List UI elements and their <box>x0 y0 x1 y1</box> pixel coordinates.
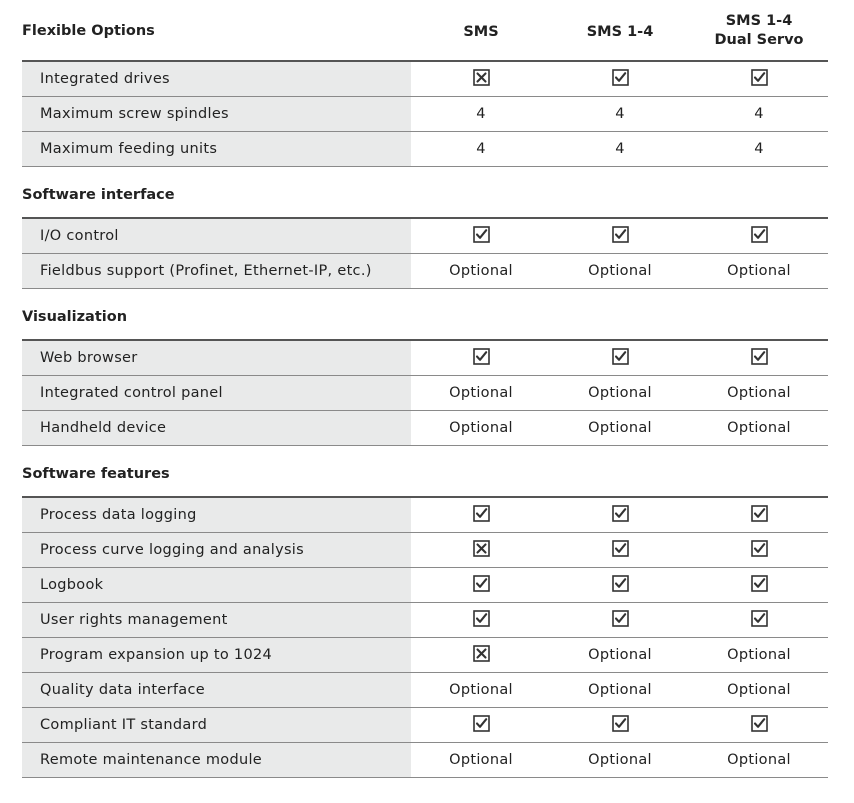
table-header <box>22 0 828 62</box>
table-row <box>22 219 828 254</box>
row-label: Maximum screw spindles <box>22 97 411 131</box>
checkbox-checked-icon <box>751 715 768 732</box>
cell-sms-1-4-value: Optional <box>588 420 652 436</box>
row-label: Fieldbus support (Profinet, Ethernet-IP, etc.) <box>22 254 411 288</box>
cell-sms-1-4-value: Optional <box>588 682 652 698</box>
column-header-line1: SMS 1-4 <box>586 24 654 40</box>
section-header <box>22 289 828 341</box>
cell-sms-1-4-included <box>550 603 690 637</box>
table-row <box>22 132 828 167</box>
cell-sms-1-4-value: Optional <box>588 385 652 401</box>
checkbox-checked-icon <box>751 69 768 86</box>
checkbox-checked-icon <box>751 348 768 365</box>
checkbox-checked-icon <box>751 226 768 243</box>
cell-sms-1-4-included <box>550 533 690 567</box>
cell-sms-1-4-included <box>550 62 690 96</box>
checkbox-checked-icon <box>612 505 629 522</box>
cell-sms-included <box>411 498 551 532</box>
cell-sms-not-included <box>411 62 551 96</box>
table-row <box>22 411 828 446</box>
section-header <box>22 446 828 498</box>
row-label: Compliant IT standard <box>22 708 411 742</box>
row-label: Remote maintenance module <box>22 743 411 777</box>
cell-sms-1-4-dual-servo-included <box>689 341 829 375</box>
cell-sms-1-4-dual-servo-value: 4 <box>754 141 764 157</box>
checkbox-checked-icon <box>751 610 768 627</box>
table-row <box>22 568 828 603</box>
cell-sms-included <box>411 603 551 637</box>
column-header-sms-1-4 <box>550 23 690 42</box>
cell-sms-1-4-included <box>550 568 690 602</box>
cell-sms-1-4-included <box>550 708 690 742</box>
cell-sms-1-4-dual-servo-included <box>689 498 829 532</box>
row-label: Maximum feeding units <box>22 132 411 166</box>
column-header-line2: Dual Servo <box>714 32 804 48</box>
row-label: Quality data interface <box>22 673 411 707</box>
row-label: I/O control <box>22 219 411 253</box>
cell-sms-1-4-dual-servo-value: Optional <box>727 385 791 401</box>
checkbox-checked-icon <box>473 575 490 592</box>
cell-sms-1-4-dual-servo-included <box>689 603 829 637</box>
column-header-sms <box>411 23 551 42</box>
checkbox-checked-icon <box>473 505 490 522</box>
cell-sms-1-4-dual-servo-value: 4 <box>754 106 764 122</box>
table-title: Flexible Options <box>22 23 155 39</box>
table-row <box>22 498 828 533</box>
checkbox-checked-icon <box>612 715 629 732</box>
column-header-line1: SMS 1-4 <box>725 13 793 29</box>
cell-sms-1-4-dual-servo-value: Optional <box>727 647 791 663</box>
checkbox-checked-icon <box>612 348 629 365</box>
cell-sms-included <box>411 219 551 253</box>
checkbox-checked-icon <box>612 69 629 86</box>
cell-sms-1-4-dual-servo-included <box>689 219 829 253</box>
row-label: Process data logging <box>22 498 411 532</box>
cell-sms-1-4-included <box>550 341 690 375</box>
cell-sms-value: Optional <box>449 263 513 279</box>
table-row <box>22 254 828 289</box>
section-title: Visualization <box>22 309 128 325</box>
table-row <box>22 62 828 97</box>
table-row <box>22 376 828 411</box>
checkbox-crossed-icon <box>473 69 490 86</box>
table-row <box>22 341 828 376</box>
row-label: Logbook <box>22 568 411 602</box>
section-title: Software features <box>22 466 170 482</box>
row-label: Web browser <box>22 341 411 375</box>
cell-sms-value: 4 <box>476 106 486 122</box>
cell-sms-1-4-dual-servo-value: Optional <box>727 420 791 436</box>
row-label: Process curve logging and analysis <box>22 533 411 567</box>
table-row <box>22 97 828 132</box>
cell-sms-not-included <box>411 533 551 567</box>
checkbox-checked-icon <box>751 505 768 522</box>
checkbox-checked-icon <box>473 715 490 732</box>
row-label: Handheld device <box>22 411 411 445</box>
column-header-line1: SMS <box>463 24 499 40</box>
checkbox-checked-icon <box>473 610 490 627</box>
cell-sms-included <box>411 341 551 375</box>
cell-sms-1-4-dual-servo-included <box>689 62 829 96</box>
checkbox-checked-icon <box>612 575 629 592</box>
row-label: User rights management <box>22 603 411 637</box>
cell-sms-1-4-dual-servo-value: Optional <box>727 682 791 698</box>
cell-sms-1-4-value: Optional <box>588 263 652 279</box>
section-title: Software interface <box>22 187 175 203</box>
table-row <box>22 533 828 568</box>
checkbox-checked-icon <box>473 226 490 243</box>
cell-sms-1-4-dual-servo-value: Optional <box>727 752 791 768</box>
checkbox-checked-icon <box>751 575 768 592</box>
cell-sms-1-4-value: 4 <box>615 106 625 122</box>
table-row <box>22 673 828 708</box>
row-label: Integrated control panel <box>22 376 411 410</box>
checkbox-crossed-icon <box>473 540 490 557</box>
table-row <box>22 638 828 673</box>
cell-sms-1-4-included <box>550 219 690 253</box>
cell-sms-value: 4 <box>476 141 486 157</box>
column-header-sms-1-4-dual-servo <box>689 12 829 50</box>
table-row <box>22 603 828 638</box>
cell-sms-value: Optional <box>449 420 513 436</box>
checkbox-checked-icon <box>473 348 490 365</box>
cell-sms-1-4-dual-servo-value: Optional <box>727 263 791 279</box>
cell-sms-value: Optional <box>449 752 513 768</box>
cell-sms-value: Optional <box>449 682 513 698</box>
row-label: Program expansion up to 1024 <box>22 638 411 672</box>
cell-sms-value: Optional <box>449 385 513 401</box>
table-row <box>22 708 828 743</box>
cell-sms-1-4-value: Optional <box>588 647 652 663</box>
checkbox-checked-icon <box>612 610 629 627</box>
cell-sms-1-4-value: 4 <box>615 141 625 157</box>
cell-sms-not-included <box>411 638 551 672</box>
cell-sms-included <box>411 568 551 602</box>
cell-sms-1-4-value: Optional <box>588 752 652 768</box>
checkbox-checked-icon <box>751 540 768 557</box>
cell-sms-included <box>411 708 551 742</box>
checkbox-crossed-icon <box>473 645 490 662</box>
checkbox-checked-icon <box>612 540 629 557</box>
cell-sms-1-4-included <box>550 498 690 532</box>
section-header <box>22 167 828 219</box>
cell-sms-1-4-dual-servo-included <box>689 568 829 602</box>
cell-sms-1-4-dual-servo-included <box>689 533 829 567</box>
table-row <box>22 743 828 778</box>
row-label: Integrated drives <box>22 62 411 96</box>
checkbox-checked-icon <box>612 226 629 243</box>
cell-sms-1-4-dual-servo-included <box>689 708 829 742</box>
